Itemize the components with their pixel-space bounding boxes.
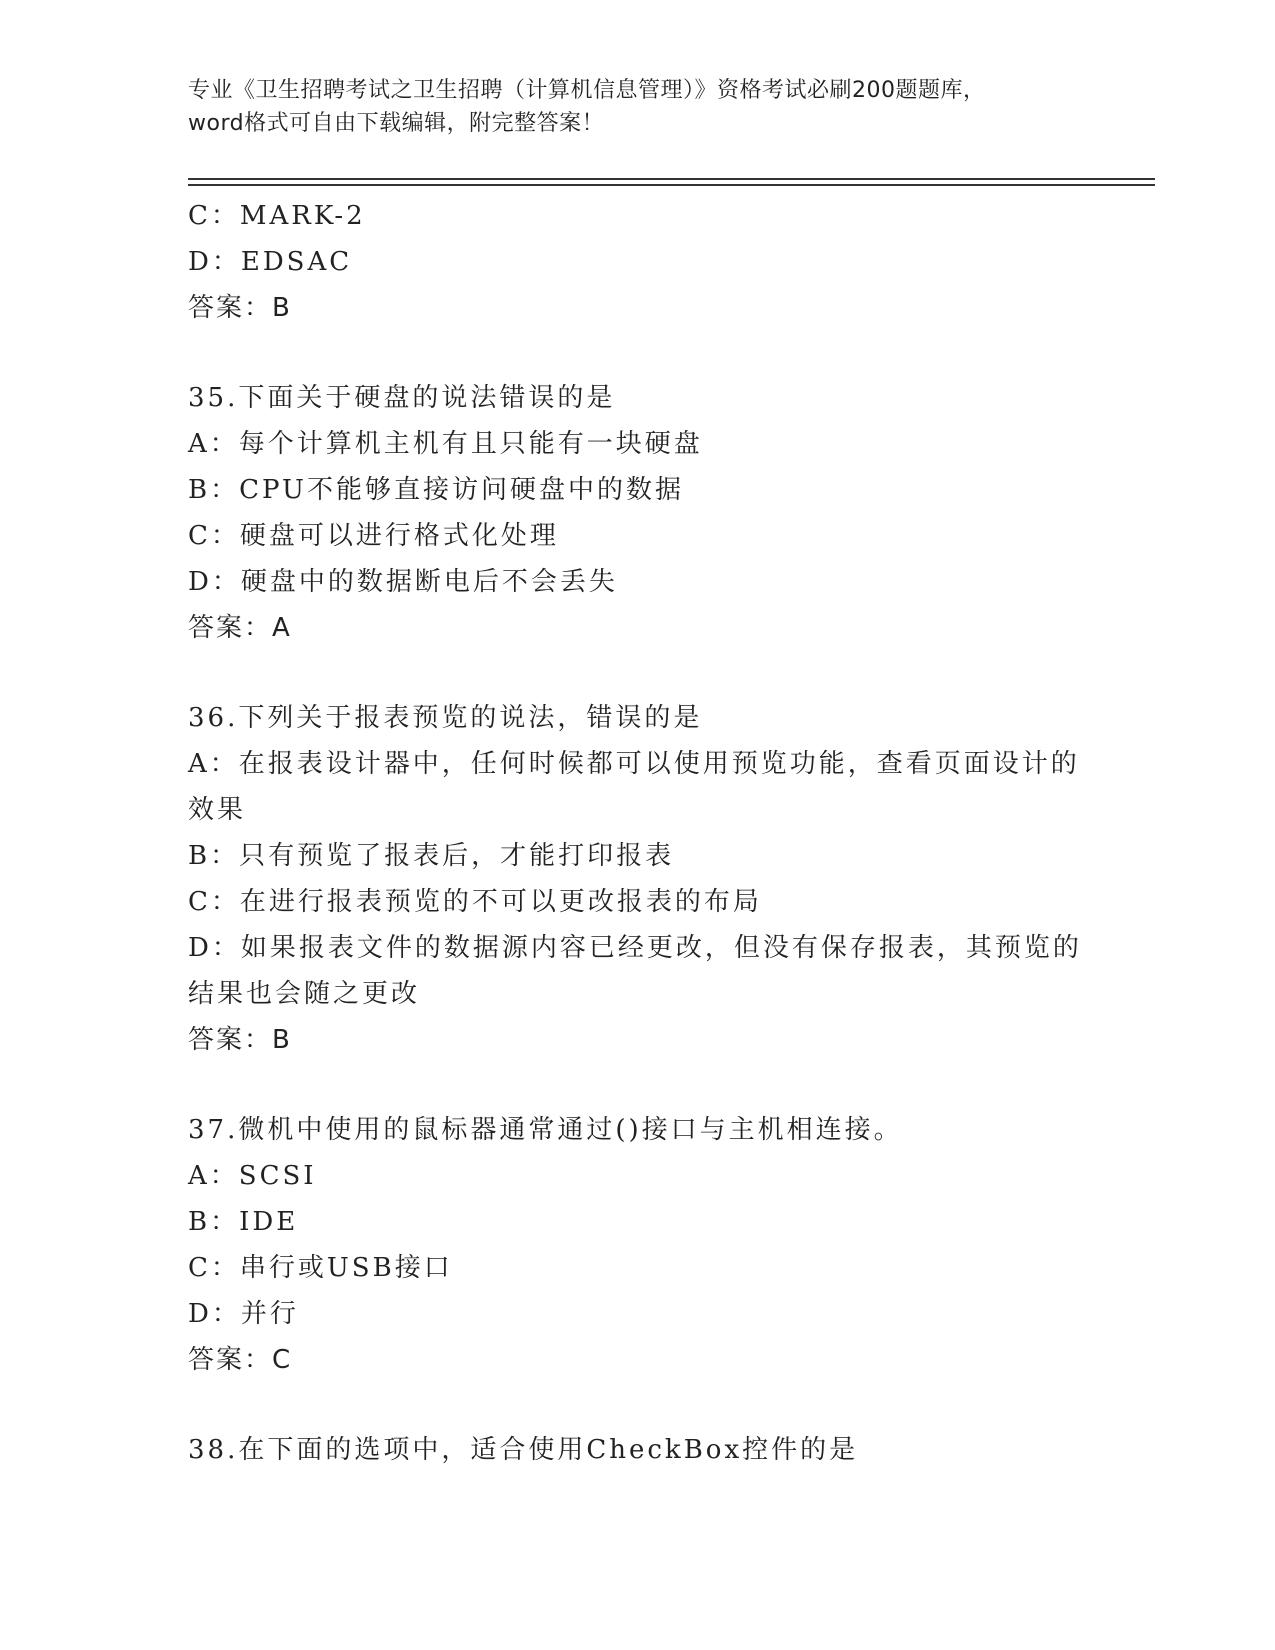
question-36-answer: 答案：B bbox=[188, 1025, 292, 1055]
question-35-answer: 答案：A bbox=[188, 613, 292, 643]
question-34-option-d: D：EDSAC bbox=[188, 247, 353, 277]
question-38-block bbox=[188, 1427, 1088, 1473]
question-34-answer: 答案：B bbox=[188, 293, 292, 323]
question-36-option-a-line-1: A：在报表设计器中，任何时候都可以使用预览功能，查看页面设计的 bbox=[188, 749, 1080, 779]
question-37-answer: 答案：C bbox=[188, 1345, 293, 1375]
header-divider-top bbox=[188, 178, 1155, 180]
header-divider-bottom bbox=[188, 184, 1155, 186]
question-37-block bbox=[188, 1107, 1088, 1383]
question-list bbox=[188, 193, 1088, 1473]
question-34-block bbox=[188, 193, 1088, 331]
question-36-option-d-line-2: 结果也会随之更改 bbox=[188, 979, 421, 1009]
question-37-option-c: C：串行或USB接口 bbox=[188, 1253, 453, 1283]
question-37-option-a: A：SCSI bbox=[188, 1161, 317, 1191]
question-35-option-b: B：CPU不能够直接访问硬盘中的数据 bbox=[188, 475, 684, 505]
header-line-2: word格式可自由下载编辑，附完整答案！ bbox=[188, 111, 605, 136]
question-36-option-b: B：只有预览了报表后，才能打印报表 bbox=[188, 841, 675, 871]
question-34-option-c: C：MARK-2 bbox=[188, 201, 366, 231]
question-37-option-b: B：IDE bbox=[188, 1207, 299, 1237]
question-35-block bbox=[188, 375, 1088, 651]
question-36-option-d-line-1: D：如果报表文件的数据源内容已经更改，但没有保存报表，其预览的 bbox=[188, 933, 1082, 963]
question-35-text: 35.下面关于硬盘的说法错误的是 bbox=[188, 383, 616, 413]
question-36-option-a-line-2: 效果 bbox=[188, 795, 247, 825]
question-37-option-d: D：并行 bbox=[188, 1299, 299, 1329]
question-37-text: 37.微机中使用的鼠标器通常通过()接口与主机相连接。 bbox=[188, 1115, 903, 1145]
question-36-option-c: C：在进行报表预览的不可以更改报表的布局 bbox=[188, 887, 762, 917]
question-35-option-c: C：硬盘可以进行格式化处理 bbox=[188, 521, 559, 551]
question-36-block bbox=[188, 695, 1088, 1063]
question-38-text: 38.在下面的选项中，适合使用CheckBox控件的是 bbox=[188, 1435, 859, 1465]
question-36-text: 36.下列关于报表预览的说法，错误的是 bbox=[188, 703, 703, 733]
question-35-option-a: A：每个计算机主机有且只能有一块硬盘 bbox=[188, 429, 703, 459]
question-35-option-d: D：硬盘中的数据断电后不会丢失 bbox=[188, 567, 618, 597]
header-line-1: 专业《卫生招聘考试之卫生招聘（计算机信息管理）》资格考试必刷200题题库， bbox=[188, 78, 986, 103]
document-header bbox=[188, 74, 1088, 140]
